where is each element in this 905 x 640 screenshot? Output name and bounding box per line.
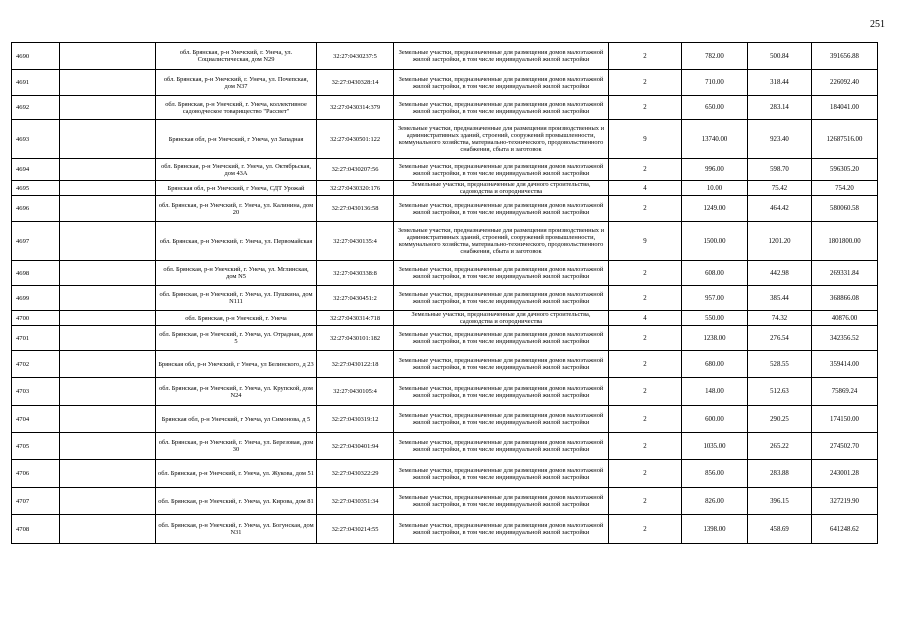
blank-cell xyxy=(60,326,156,351)
cadastral-value-cell: 641248.62 xyxy=(812,515,878,544)
row-number: 4698 xyxy=(12,261,60,286)
address-cell: обл. Брянская, р-н Унечский, г. Унеча xyxy=(156,311,317,326)
row-number: 4696 xyxy=(12,196,60,222)
area-cell: 600.00 xyxy=(682,406,748,433)
area-cell: 1238.00 xyxy=(682,326,748,351)
blank-cell xyxy=(60,460,156,488)
row-number: 4692 xyxy=(12,96,60,120)
address-cell: обл. Брянская, р-н Унечский, г. Унеча, ул. Мглинская, дом N5 xyxy=(156,261,317,286)
address-cell: обл. Брянская, р-н Унечский, г. Унеча, ул. Калинина, дом 20 xyxy=(156,196,317,222)
blank-cell xyxy=(60,311,156,326)
blank-cell xyxy=(60,120,156,159)
group-cell: 2 xyxy=(609,460,682,488)
cadastral-number-cell: 32:27:0430320:176 xyxy=(317,181,394,196)
land-registry-table xyxy=(11,42,878,544)
cadastral-value-cell: 368866.08 xyxy=(812,286,878,311)
table-row xyxy=(12,378,878,406)
group-cell: 9 xyxy=(609,222,682,261)
specific-value-cell: 500.84 xyxy=(748,43,812,70)
row-number: 4708 xyxy=(12,515,60,544)
specific-value-cell: 512.63 xyxy=(748,378,812,406)
blank-cell xyxy=(60,159,156,181)
address-cell: обл. Брянская, р-н Унечский, г. Унеча, ул. Жукова, дом 51 xyxy=(156,460,317,488)
blank-cell xyxy=(60,286,156,311)
cadastral-number-cell: 32:27:0430105:4 xyxy=(317,378,394,406)
cadastral-number-cell: 32:27:0430401:94 xyxy=(317,433,394,460)
area-cell: 550.00 xyxy=(682,311,748,326)
group-cell: 9 xyxy=(609,120,682,159)
cadastral-number-cell: 32:27:0430237:5 xyxy=(317,43,394,70)
specific-value-cell: 464.42 xyxy=(748,196,812,222)
specific-value-cell: 276.54 xyxy=(748,326,812,351)
cadastral-value-cell: 274502.70 xyxy=(812,433,878,460)
cadastral-number-cell: 32:27:0430338:8 xyxy=(317,261,394,286)
area-cell: 1398.00 xyxy=(682,515,748,544)
land-category-cell: Земельные участки, предназначенные для размещения производственных и административных зданий, строений, сооружений промышленности, коммунального хозяйства, материально-технического, продовольственного снабжения, сбыта и заготовок xyxy=(394,222,609,261)
group-cell: 2 xyxy=(609,515,682,544)
area-cell: 650.00 xyxy=(682,96,748,120)
land-category-cell: Земельные участки, предназначенные для размещения домов малоэтажной жилой застройки, в том числе индивидуальной жилой застройки xyxy=(394,326,609,351)
group-cell: 2 xyxy=(609,96,682,120)
row-number: 4701 xyxy=(12,326,60,351)
cadastral-value-cell: 226092.40 xyxy=(812,70,878,96)
area-cell: 680.00 xyxy=(682,351,748,378)
group-cell: 2 xyxy=(609,261,682,286)
area-cell: 996.00 xyxy=(682,159,748,181)
group-cell: 2 xyxy=(609,286,682,311)
blank-cell xyxy=(60,261,156,286)
specific-value-cell: 598.70 xyxy=(748,159,812,181)
table-row xyxy=(12,43,878,70)
specific-value-cell: 75.42 xyxy=(748,181,812,196)
cadastral-number-cell: 32:27:0430136:58 xyxy=(317,196,394,222)
cadastral-value-cell: 754.20 xyxy=(812,181,878,196)
address-cell: обл. Брянская, р-н Унечский, г. Унеча, ул. Отрадная, дом 5 xyxy=(156,326,317,351)
specific-value-cell: 385.44 xyxy=(748,286,812,311)
land-category-cell: Земельные участки, предназначенные для размещения домов малоэтажной жилой застройки, в том числе индивидуальной жилой застройки xyxy=(394,43,609,70)
table-row xyxy=(12,351,878,378)
group-cell: 2 xyxy=(609,196,682,222)
row-number: 4706 xyxy=(12,460,60,488)
area-cell: 148.00 xyxy=(682,378,748,406)
cadastral-value-cell: 184041.00 xyxy=(812,96,878,120)
land-category-cell: Земельные участки, предназначенные для размещения домов малоэтажной жилой застройки, в том числе индивидуальной жилой застройки xyxy=(394,351,609,378)
cadastral-number-cell: 32:27:0430328:14 xyxy=(317,70,394,96)
cadastral-value-cell: 359414.00 xyxy=(812,351,878,378)
area-cell: 13740.00 xyxy=(682,120,748,159)
address-cell: Брянская обл, р-н Унечский, г Унеча, ул Западная xyxy=(156,120,317,159)
blank-cell xyxy=(60,406,156,433)
area-cell: 1035.00 xyxy=(682,433,748,460)
area-cell: 1249.00 xyxy=(682,196,748,222)
table-row xyxy=(12,460,878,488)
cadastral-value-cell: 75869.24 xyxy=(812,378,878,406)
land-category-cell: Земельные участки, предназначенные для размещения домов малоэтажной жилой застройки, в том числе индивидуальной жилой застройки xyxy=(394,286,609,311)
cadastral-number-cell: 32:27:0430207:56 xyxy=(317,159,394,181)
row-number: 4702 xyxy=(12,351,60,378)
land-category-cell: Земельные участки, предназначенные для размещения домов малоэтажной жилой застройки, в том числе индивидуальной жилой застройки xyxy=(394,261,609,286)
cadastral-number-cell: 32:27:0430451:2 xyxy=(317,286,394,311)
table-row xyxy=(12,196,878,222)
area-cell: 1500.00 xyxy=(682,222,748,261)
specific-value-cell: 74.32 xyxy=(748,311,812,326)
land-category-cell: Земельные участки, предназначенные для размещения домов малоэтажной жилой застройки, в том числе индивидуальной жилой застройки xyxy=(394,96,609,120)
blank-cell xyxy=(60,70,156,96)
group-cell: 2 xyxy=(609,326,682,351)
area-cell: 710.00 xyxy=(682,70,748,96)
cadastral-value-cell: 243001.28 xyxy=(812,460,878,488)
specific-value-cell: 318.44 xyxy=(748,70,812,96)
table-row xyxy=(12,311,878,326)
specific-value-cell: 458.69 xyxy=(748,515,812,544)
row-number: 4693 xyxy=(12,120,60,159)
row-number: 4707 xyxy=(12,488,60,515)
specific-value-cell: 442.98 xyxy=(748,261,812,286)
area-cell: 782.00 xyxy=(682,43,748,70)
specific-value-cell: 283.88 xyxy=(748,460,812,488)
cadastral-value-cell: 327219.90 xyxy=(812,488,878,515)
row-number: 4700 xyxy=(12,311,60,326)
group-cell: 2 xyxy=(609,43,682,70)
group-cell: 2 xyxy=(609,351,682,378)
cadastral-number-cell: 32:27:0430101:182 xyxy=(317,326,394,351)
address-cell: Брянская обл, р-н Унечский, г Унеча, ул Белинского, д 23 xyxy=(156,351,317,378)
land-category-cell: Земельные участки, предназначенные для размещения домов малоэтажной жилой застройки, в том числе индивидуальной жилой застройки xyxy=(394,460,609,488)
table-row xyxy=(12,515,878,544)
blank-cell xyxy=(60,433,156,460)
table-row xyxy=(12,433,878,460)
land-category-cell: Земельные участки, предназначенные для дачного строительства, садоводства и огородничества xyxy=(394,311,609,326)
area-cell: 10.00 xyxy=(682,181,748,196)
cadastral-number-cell: 32:27:0430501:122 xyxy=(317,120,394,159)
specific-value-cell: 290.25 xyxy=(748,406,812,433)
row-number: 4694 xyxy=(12,159,60,181)
row-number: 4695 xyxy=(12,181,60,196)
address-cell: обл. Брянская, р-н Унечский, г. Унеча, ул. Крупской, дом N24 xyxy=(156,378,317,406)
blank-cell xyxy=(60,378,156,406)
specific-value-cell: 283.14 xyxy=(748,96,812,120)
address-cell: Брянская обл, р-н Унечский, г Унеча, ул Симонова, д 5 xyxy=(156,406,317,433)
group-cell: 2 xyxy=(609,159,682,181)
group-cell: 2 xyxy=(609,406,682,433)
row-number: 4690 xyxy=(12,43,60,70)
address-cell: обл. Брянская, р-н Унечский, г. Унеча, ул. Березовая, дом 30 xyxy=(156,433,317,460)
cadastral-value-cell: 580060.58 xyxy=(812,196,878,222)
cadastral-number-cell: 32:27:0430322:29 xyxy=(317,460,394,488)
blank-cell xyxy=(60,515,156,544)
cadastral-number-cell: 32:27:0430319:12 xyxy=(317,406,394,433)
land-category-cell: Земельные участки, предназначенные для размещения домов малоэтажной жилой застройки, в том числе индивидуальной жилой застройки xyxy=(394,488,609,515)
cadastral-value-cell: 596305.20 xyxy=(812,159,878,181)
address-cell: обл. Брянская, р-н Унечский, г. Унеча, ул. Почепская, дом N37 xyxy=(156,70,317,96)
table-row xyxy=(12,406,878,433)
table-row xyxy=(12,222,878,261)
blank-cell xyxy=(60,181,156,196)
group-cell: 2 xyxy=(609,378,682,406)
table-row xyxy=(12,96,878,120)
address-cell: обл. Брянская, р-н Унечский, г. Унеча, ул. Первомайская xyxy=(156,222,317,261)
area-cell: 856.00 xyxy=(682,460,748,488)
blank-cell xyxy=(60,43,156,70)
cadastral-value-cell: 269331.84 xyxy=(812,261,878,286)
row-number: 4703 xyxy=(12,378,60,406)
group-cell: 2 xyxy=(609,488,682,515)
cadastral-number-cell: 32:27:0430122:18 xyxy=(317,351,394,378)
group-cell: 4 xyxy=(609,181,682,196)
cadastral-number-cell: 32:27:0430314:718 xyxy=(317,311,394,326)
address-cell: обл. Брянская, р-н Унечский, г. Унеча, ул. Пушкина, дом N111 xyxy=(156,286,317,311)
row-number: 4697 xyxy=(12,222,60,261)
table-row xyxy=(12,70,878,96)
specific-value-cell: 1201.20 xyxy=(748,222,812,261)
land-category-cell: Земельные участки, предназначенные для размещения производственных и административных зданий, строений, сооружений промышленности, коммунального хозяйства, материально-технического, продовольственного снабжения, сбыта и заготовок xyxy=(394,120,609,159)
row-number: 4691 xyxy=(12,70,60,96)
specific-value-cell: 528.55 xyxy=(748,351,812,378)
cadastral-number-cell: 32:27:0430351:34 xyxy=(317,488,394,515)
group-cell: 2 xyxy=(609,433,682,460)
table-row xyxy=(12,159,878,181)
table-row xyxy=(12,181,878,196)
land-category-cell: Земельные участки, предназначенные для размещения домов малоэтажной жилой застройки, в том числе индивидуальной жилой застройки xyxy=(394,378,609,406)
row-number: 4704 xyxy=(12,406,60,433)
table-body xyxy=(12,43,878,544)
cadastral-value-cell: 342356.52 xyxy=(812,326,878,351)
address-cell: обл. Брянская, р-н Унечский, г. Унеча, ул. Октябрьская, дом 43А xyxy=(156,159,317,181)
cadastral-value-cell: 12687516.00 xyxy=(812,120,878,159)
land-category-cell: Земельные участки, предназначенные для размещения домов малоэтажной жилой застройки, в том числе индивидуальной жилой застройки xyxy=(394,515,609,544)
table-row xyxy=(12,286,878,311)
address-cell: обл. Брянская, р-н Унечский, г. Унеча, коллективное садоводческое товарищество "Рассвет" xyxy=(156,96,317,120)
cadastral-value-cell: 1801800.00 xyxy=(812,222,878,261)
land-category-cell: Земельные участки, предназначенные для размещения домов малоэтажной жилой застройки, в том числе индивидуальной жилой застройки xyxy=(394,196,609,222)
area-cell: 957.00 xyxy=(682,286,748,311)
land-category-cell: Земельные участки, предназначенные для размещения домов малоэтажной жилой застройки, в том числе индивидуальной жилой застройки xyxy=(394,406,609,433)
cadastral-value-cell: 174150.00 xyxy=(812,406,878,433)
address-cell: обл. Брянская, р-н Унечский, г. Унеча, ул. Социалистическая, дом N29 xyxy=(156,43,317,70)
specific-value-cell: 396.15 xyxy=(748,488,812,515)
blank-cell xyxy=(60,222,156,261)
land-category-cell: Земельные участки, предназначенные для размещения домов малоэтажной жилой застройки, в том числе индивидуальной жилой застройки xyxy=(394,433,609,460)
land-category-cell: Земельные участки, предназначенные для дачного строительства, садоводства и огородничества xyxy=(394,181,609,196)
area-cell: 826.00 xyxy=(682,488,748,515)
table-row xyxy=(12,488,878,515)
cadastral-value-cell: 391656.88 xyxy=(812,43,878,70)
specific-value-cell: 923.40 xyxy=(748,120,812,159)
address-cell: обл. Брянская, р-н Унечский, г. Унеча, ул. Богунская, дом N31 xyxy=(156,515,317,544)
group-cell: 2 xyxy=(609,70,682,96)
cadastral-number-cell: 32:27:0430135:4 xyxy=(317,222,394,261)
group-cell: 4 xyxy=(609,311,682,326)
table-row xyxy=(12,326,878,351)
address-cell: Брянская обл, р-н Унечский, г Унеча, СДТ Урожай xyxy=(156,181,317,196)
cadastral-number-cell: 32:27:0430214:55 xyxy=(317,515,394,544)
address-cell: обл. Брянская, р-н Унечский, г. Унеча, ул. Кирова, дом 81 xyxy=(156,488,317,515)
table-row xyxy=(12,261,878,286)
row-number: 4705 xyxy=(12,433,60,460)
cadastral-value-cell: 40876.00 xyxy=(812,311,878,326)
page-number: 251 xyxy=(870,19,885,30)
blank-cell xyxy=(60,196,156,222)
area-cell: 608.00 xyxy=(682,261,748,286)
blank-cell xyxy=(60,488,156,515)
specific-value-cell: 265.22 xyxy=(748,433,812,460)
land-category-cell: Земельные участки, предназначенные для размещения домов малоэтажной жилой застройки, в том числе индивидуальной жилой застройки xyxy=(394,70,609,96)
cadastral-number-cell: 32:27:0430314:379 xyxy=(317,96,394,120)
blank-cell xyxy=(60,96,156,120)
table-row xyxy=(12,120,878,159)
blank-cell xyxy=(60,351,156,378)
row-number: 4699 xyxy=(12,286,60,311)
land-category-cell: Земельные участки, предназначенные для размещения домов малоэтажной жилой застройки, в том числе индивидуальной жилой застройки xyxy=(394,159,609,181)
